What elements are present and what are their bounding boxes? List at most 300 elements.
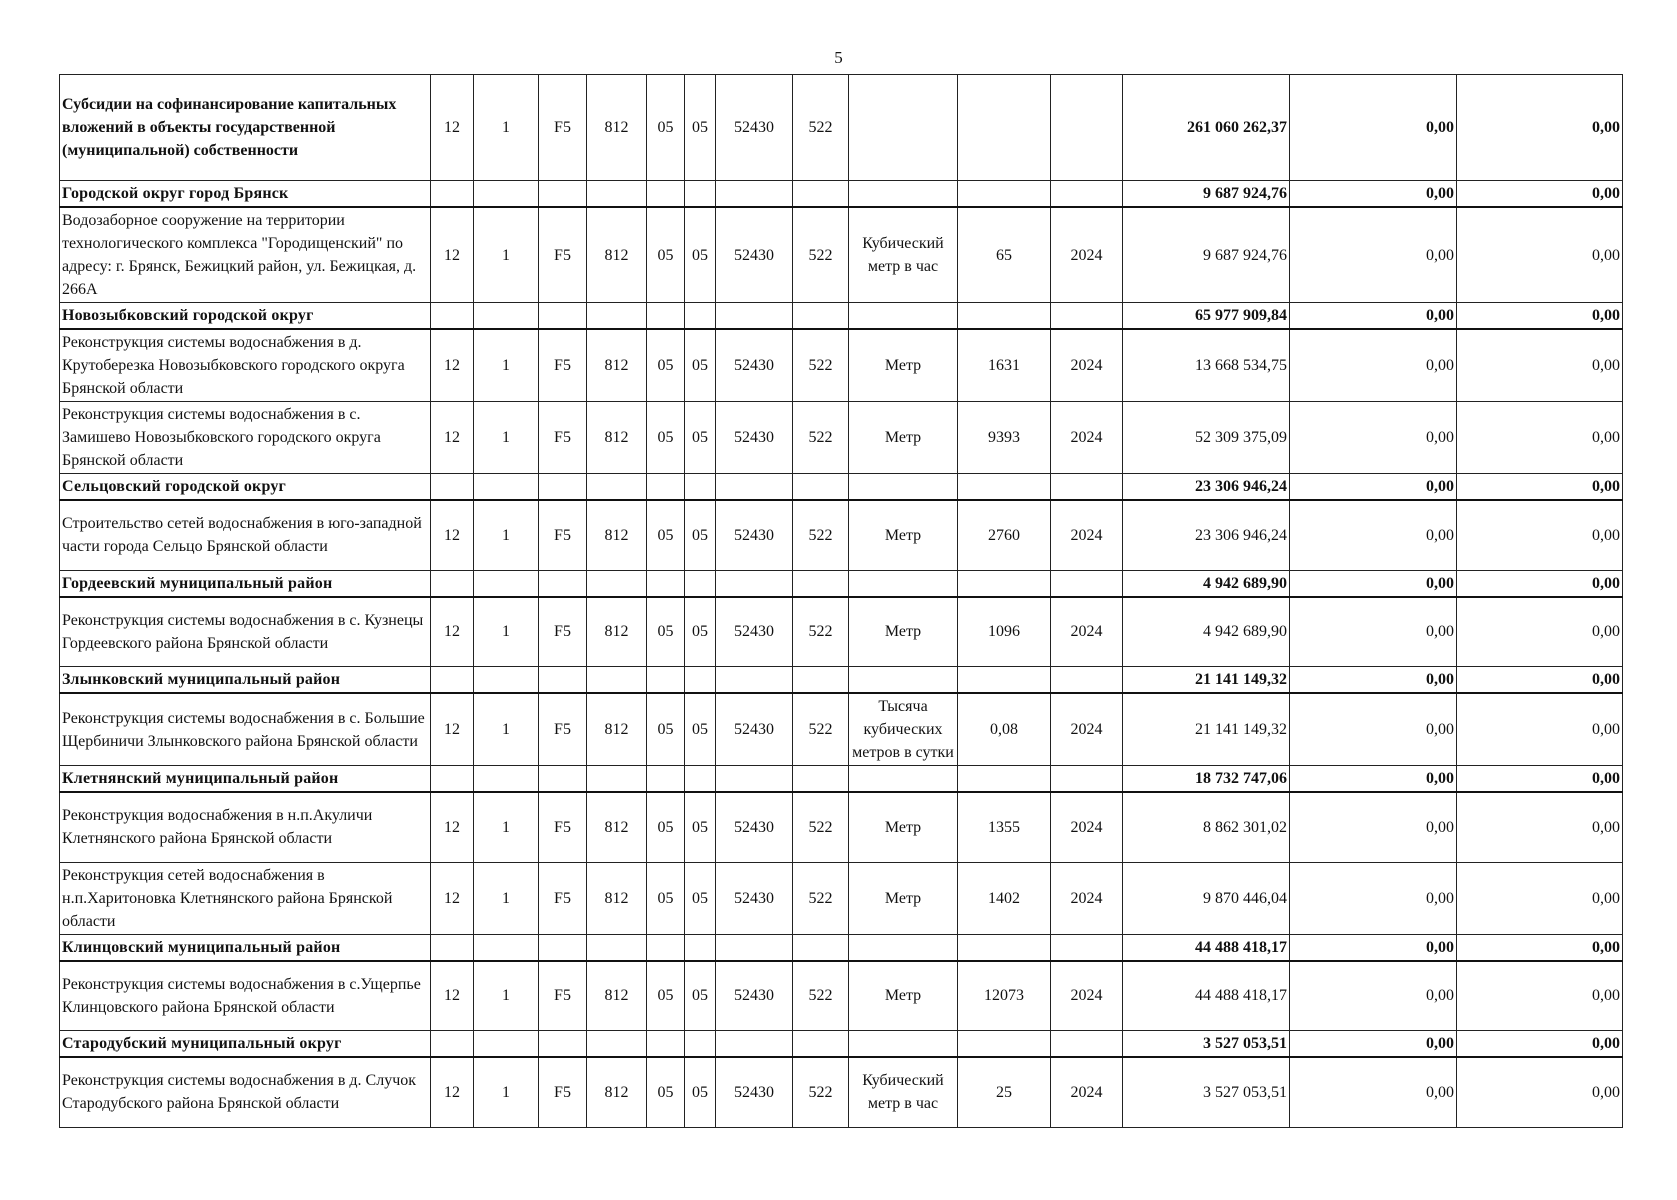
empty-cell [1051,570,1123,597]
code-cell: 05 [647,693,685,766]
empty-cell [1051,766,1123,793]
amount-2-cell: 0,00 [1290,693,1457,766]
group-row [60,181,1623,208]
code-cell: 52430 [716,597,793,667]
empty-cell [587,303,647,330]
empty-cell [793,766,849,793]
table-row [60,693,1623,766]
table-row [60,329,1623,402]
code-cell: 812 [587,792,647,862]
amount-3-cell: 0,00 [1457,693,1623,766]
code-cell: F5 [539,207,587,303]
empty-cell [685,766,716,793]
code-cell: 05 [685,75,716,181]
amount-2-cell: 0,00 [1290,597,1457,667]
year-cell: 2024 [1051,597,1123,667]
object-name: Водозаборное сооружение на территории технологического комплекса "Городищенский" по адресу: г. Брянск, Бежицкий район, ул. Бежицкая, д. 266А [60,207,431,303]
group-amount-3: 0,00 [1457,934,1623,961]
code-cell: 52430 [716,862,793,934]
empty-cell [474,934,539,961]
code-cell: 05 [647,207,685,303]
amount-3-cell: 0,00 [1457,75,1623,181]
empty-cell [647,934,685,961]
empty-cell [958,1031,1051,1058]
group-amount-2: 0,00 [1290,181,1457,208]
capacity-cell: 1096 [958,597,1051,667]
empty-cell [539,766,587,793]
empty-cell [716,181,793,208]
empty-cell [1051,667,1123,694]
amount-2-cell: 0,00 [1290,792,1457,862]
amount-1-cell: 261 060 262,37 [1123,75,1290,181]
code-cell: 1 [474,402,539,474]
code-cell: 522 [793,792,849,862]
empty-cell [647,667,685,694]
empty-cell [431,1031,474,1058]
amount-1-cell: 9 687 924,76 [1123,207,1290,303]
empty-cell [849,667,958,694]
empty-cell [958,474,1051,501]
capacity-cell: 12073 [958,961,1051,1031]
empty-cell [685,934,716,961]
year-cell: 2024 [1051,792,1123,862]
amount-1-cell: 23 306 946,24 [1123,500,1290,570]
empty-cell [539,181,587,208]
amount-3-cell: 0,00 [1457,792,1623,862]
code-cell: 812 [587,1057,647,1127]
object-name: Реконструкция системы водоснабжения в д. Крутоберезка Новозыбковского городского округа Брянской области [60,329,431,402]
object-name: Реконструкция системы водоснабжения в д. Случок Стародубского района Брянской области [60,1057,431,1127]
group-name: Городской округ город Брянск [60,181,431,208]
amount-2-cell: 0,00 [1290,402,1457,474]
group-name: Новозыбковский городской округ [60,303,431,330]
empty-cell [685,303,716,330]
group-amount-1: 21 141 149,32 [1123,667,1290,694]
group-amount-2: 0,00 [1290,766,1457,793]
code-cell: 1 [474,862,539,934]
empty-cell [685,474,716,501]
amount-1-cell: 8 862 301,02 [1123,792,1290,862]
amount-3-cell: 0,00 [1457,961,1623,1031]
empty-cell [716,474,793,501]
table-row [60,500,1623,570]
amount-1-cell: 9 870 446,04 [1123,862,1290,934]
code-cell: 522 [793,500,849,570]
group-amount-3: 0,00 [1457,474,1623,501]
code-cell: 12 [431,961,474,1031]
empty-cell [474,766,539,793]
empty-cell [431,766,474,793]
year-cell: 2024 [1051,1057,1123,1127]
code-cell: 812 [587,862,647,934]
code-cell: 52430 [716,402,793,474]
table-row [60,1057,1623,1127]
code-cell: 12 [431,402,474,474]
empty-cell [716,934,793,961]
unit-cell: Метр [849,961,958,1031]
empty-cell [793,303,849,330]
empty-cell [1051,303,1123,330]
empty-cell [716,667,793,694]
code-cell: 522 [793,961,849,1031]
group-name: Гордеевский муниципальный район [60,570,431,597]
empty-cell [849,474,958,501]
group-row [60,303,1623,330]
code-cell: F5 [539,961,587,1031]
code-cell: F5 [539,329,587,402]
table-body [60,75,1623,1128]
code-cell: 05 [647,500,685,570]
empty-cell [474,474,539,501]
amount-2-cell: 0,00 [1290,961,1457,1031]
amount-1-cell: 21 141 149,32 [1123,693,1290,766]
group-name: Стародубский муниципальный округ [60,1031,431,1058]
amount-3-cell: 0,00 [1457,862,1623,934]
empty-cell [793,474,849,501]
group-amount-2: 0,00 [1290,303,1457,330]
code-cell: F5 [539,75,587,181]
empty-cell [474,181,539,208]
capacity-cell: 65 [958,207,1051,303]
capacity-cell: 1631 [958,329,1051,402]
empty-cell [793,667,849,694]
code-cell: 1 [474,329,539,402]
code-cell: 522 [793,75,849,181]
code-cell: 812 [587,207,647,303]
code-cell: 05 [647,329,685,402]
empty-cell [587,1031,647,1058]
capacity-cell: 2760 [958,500,1051,570]
amount-1-cell: 52 309 375,09 [1123,402,1290,474]
code-cell: 1 [474,792,539,862]
object-name: Реконструкция системы водоснабжения в с. Большие Щербиничи Злынковского района Брянской области [60,693,431,766]
empty-cell [539,474,587,501]
code-cell: 05 [685,207,716,303]
empty-cell [539,934,587,961]
empty-cell [587,181,647,208]
group-amount-2: 0,00 [1290,570,1457,597]
code-cell: 522 [793,862,849,934]
code-cell: 05 [685,597,716,667]
code-cell: 12 [431,329,474,402]
code-cell: 05 [647,792,685,862]
empty-cell [685,667,716,694]
empty-cell [647,474,685,501]
code-cell: F5 [539,693,587,766]
code-cell: 812 [587,75,647,181]
group-amount-1: 3 527 053,51 [1123,1031,1290,1058]
empty-cell [793,181,849,208]
year-cell: 2024 [1051,693,1123,766]
code-cell: 812 [587,597,647,667]
empty-cell [685,570,716,597]
code-cell: 812 [587,961,647,1031]
empty-cell [1051,1031,1123,1058]
code-cell: 12 [431,500,474,570]
group-amount-2: 0,00 [1290,474,1457,501]
empty-cell [849,181,958,208]
code-cell: 05 [647,597,685,667]
code-cell: 12 [431,597,474,667]
amount-3-cell: 0,00 [1457,207,1623,303]
unit-cell: Метр [849,597,958,667]
capacity-cell: 9393 [958,402,1051,474]
code-cell: 1 [474,207,539,303]
code-cell: 1 [474,693,539,766]
group-amount-1: 44 488 418,17 [1123,934,1290,961]
empty-cell [474,303,539,330]
empty-cell [474,570,539,597]
empty-cell [539,667,587,694]
table-row [60,597,1623,667]
object-name: Реконструкция системы водоснабжения в с.Ущерпье Клинцовского района Брянской области [60,961,431,1031]
empty-cell [431,303,474,330]
group-name: Клинцовский муниципальный район [60,934,431,961]
empty-cell [716,303,793,330]
group-row [60,1031,1623,1058]
group-name: Клетнянский муниципальный район [60,766,431,793]
unit-cell: Метр [849,792,958,862]
empty-cell [716,1031,793,1058]
header-row [60,75,1623,181]
amount-2-cell: 0,00 [1290,75,1457,181]
capacity-cell: 0,08 [958,693,1051,766]
code-cell: 812 [587,329,647,402]
group-row [60,766,1623,793]
capacity-cell: 1402 [958,862,1051,934]
empty-cell [958,934,1051,961]
amount-1-cell: 13 668 534,75 [1123,329,1290,402]
code-cell: F5 [539,1057,587,1127]
page-number: 5 [834,48,843,67]
group-amount-1: 18 732 747,06 [1123,766,1290,793]
code-cell: 05 [685,961,716,1031]
object-name: Реконструкция системы водоснабжения в с. Замишево Новозыбковского городского округа Брянской области [60,402,431,474]
empty-cell [849,766,958,793]
group-amount-2: 0,00 [1290,934,1457,961]
amount-1-cell: 4 942 689,90 [1123,597,1290,667]
budget-table [59,74,1623,1128]
code-cell: F5 [539,402,587,474]
code-cell: F5 [539,862,587,934]
code-cell: 12 [431,207,474,303]
empty-cell [685,1031,716,1058]
code-cell: 12 [431,792,474,862]
code-cell: 812 [587,402,647,474]
empty-cell [539,1031,587,1058]
year-cell: 2024 [1051,862,1123,934]
empty-cell [474,667,539,694]
unit-cell [849,75,958,181]
amount-3-cell: 0,00 [1457,329,1623,402]
empty-cell [587,667,647,694]
amount-2-cell: 0,00 [1290,862,1457,934]
code-cell: 1 [474,1057,539,1127]
empty-cell [793,1031,849,1058]
empty-cell [958,667,1051,694]
empty-cell [793,570,849,597]
unit-cell: Кубический метр в час [849,1057,958,1127]
year-cell: 2024 [1051,500,1123,570]
group-amount-2: 0,00 [1290,1031,1457,1058]
amount-3-cell: 0,00 [1457,1057,1623,1127]
code-cell: 05 [685,402,716,474]
code-cell: 05 [685,500,716,570]
empty-cell [647,766,685,793]
group-amount-1: 23 306 946,24 [1123,474,1290,501]
amount-1-cell: 3 527 053,51 [1123,1057,1290,1127]
group-amount-3: 0,00 [1457,667,1623,694]
code-cell: 12 [431,1057,474,1127]
empty-cell [431,934,474,961]
group-name: Сельцовский городской округ [60,474,431,501]
empty-cell [958,303,1051,330]
group-amount-3: 0,00 [1457,1031,1623,1058]
empty-cell [849,934,958,961]
code-cell: 05 [647,1057,685,1127]
code-cell: 52430 [716,75,793,181]
code-cell: 05 [685,1057,716,1127]
code-cell: 05 [647,862,685,934]
empty-cell [1051,934,1123,961]
code-cell: 52430 [716,500,793,570]
code-cell: 12 [431,862,474,934]
code-cell: F5 [539,597,587,667]
empty-cell [539,570,587,597]
code-cell: 05 [685,792,716,862]
group-amount-3: 0,00 [1457,181,1623,208]
empty-cell [587,766,647,793]
table-row [60,402,1623,474]
table-row [60,961,1623,1031]
group-row [60,474,1623,501]
code-cell: 522 [793,1057,849,1127]
table-row [60,792,1623,862]
code-cell: 12 [431,75,474,181]
empty-cell [539,303,587,330]
group-amount-3: 0,00 [1457,570,1623,597]
code-cell: 05 [647,961,685,1031]
group-amount-1: 4 942 689,90 [1123,570,1290,597]
empty-cell [958,181,1051,208]
year-cell: 2024 [1051,961,1123,1031]
year-cell: 2024 [1051,329,1123,402]
object-name: Реконструкция системы водоснабжения в с. Кузнецы Гордеевского района Брянской области [60,597,431,667]
code-cell: 1 [474,75,539,181]
empty-cell [431,667,474,694]
code-cell: 812 [587,500,647,570]
empty-cell [587,934,647,961]
code-cell: 522 [793,693,849,766]
group-amount-3: 0,00 [1457,766,1623,793]
table-row [60,207,1623,303]
empty-cell [431,474,474,501]
code-cell: 1 [474,597,539,667]
capacity-cell [958,75,1051,181]
amount-1-cell: 44 488 418,17 [1123,961,1290,1031]
group-amount-2: 0,00 [1290,667,1457,694]
year-cell: 2024 [1051,402,1123,474]
empty-cell [1051,181,1123,208]
group-amount-1: 65 977 909,84 [1123,303,1290,330]
unit-cell: Метр [849,402,958,474]
code-cell: 522 [793,329,849,402]
unit-cell: Метр [849,862,958,934]
empty-cell [587,570,647,597]
capacity-cell: 25 [958,1057,1051,1127]
capacity-cell: 1355 [958,792,1051,862]
code-cell: 52430 [716,693,793,766]
code-cell: 52430 [716,329,793,402]
object-name: Реконструкция сетей водоснабжения в н.п.Харитоновка Клетнянского района Брянской области [60,862,431,934]
empty-cell [587,474,647,501]
empty-cell [431,570,474,597]
empty-cell [647,1031,685,1058]
empty-cell [958,766,1051,793]
group-amount-1: 9 687 924,76 [1123,181,1290,208]
unit-cell: Тысяча кубических метров в сутки [849,693,958,766]
header-row-name: Субсидии на софинансирование капитальных вложений в объекты государственной (муниципальной) собственности [60,75,431,181]
code-cell: 05 [647,75,685,181]
code-cell: 52430 [716,1057,793,1127]
empty-cell [849,303,958,330]
empty-cell [849,1031,958,1058]
year-cell [1051,75,1123,181]
table-row [60,862,1623,934]
group-row [60,570,1623,597]
empty-cell [685,181,716,208]
code-cell: 52430 [716,961,793,1031]
empty-cell [1051,474,1123,501]
unit-cell: Метр [849,500,958,570]
code-cell: 522 [793,402,849,474]
amount-2-cell: 0,00 [1290,207,1457,303]
empty-cell [849,570,958,597]
amount-3-cell: 0,00 [1457,402,1623,474]
code-cell: 05 [685,329,716,402]
code-cell: 12 [431,693,474,766]
unit-cell: Кубический метр в час [849,207,958,303]
object-name: Реконструкция водоснабжения в н.п.Акуличи Клетнянского района Брянской области [60,792,431,862]
empty-cell [716,766,793,793]
group-name: Злынковский муниципальный район [60,667,431,694]
code-cell: F5 [539,500,587,570]
group-row [60,934,1623,961]
object-name: Строительство сетей водоснабжения в юго-западной части города Сельцо Брянской области [60,500,431,570]
empty-cell [958,570,1051,597]
code-cell: 1 [474,500,539,570]
amount-3-cell: 0,00 [1457,500,1623,570]
code-cell: 05 [685,693,716,766]
group-amount-3: 0,00 [1457,303,1623,330]
empty-cell [474,1031,539,1058]
code-cell: 522 [793,207,849,303]
code-cell: 812 [587,693,647,766]
empty-cell [647,181,685,208]
amount-3-cell: 0,00 [1457,597,1623,667]
group-row [60,667,1623,694]
code-cell: 522 [793,597,849,667]
code-cell: 52430 [716,207,793,303]
amount-2-cell: 0,00 [1290,329,1457,402]
code-cell: 1 [474,961,539,1031]
empty-cell [431,181,474,208]
year-cell: 2024 [1051,207,1123,303]
empty-cell [647,303,685,330]
empty-cell [647,570,685,597]
code-cell: 05 [685,862,716,934]
empty-cell [716,570,793,597]
